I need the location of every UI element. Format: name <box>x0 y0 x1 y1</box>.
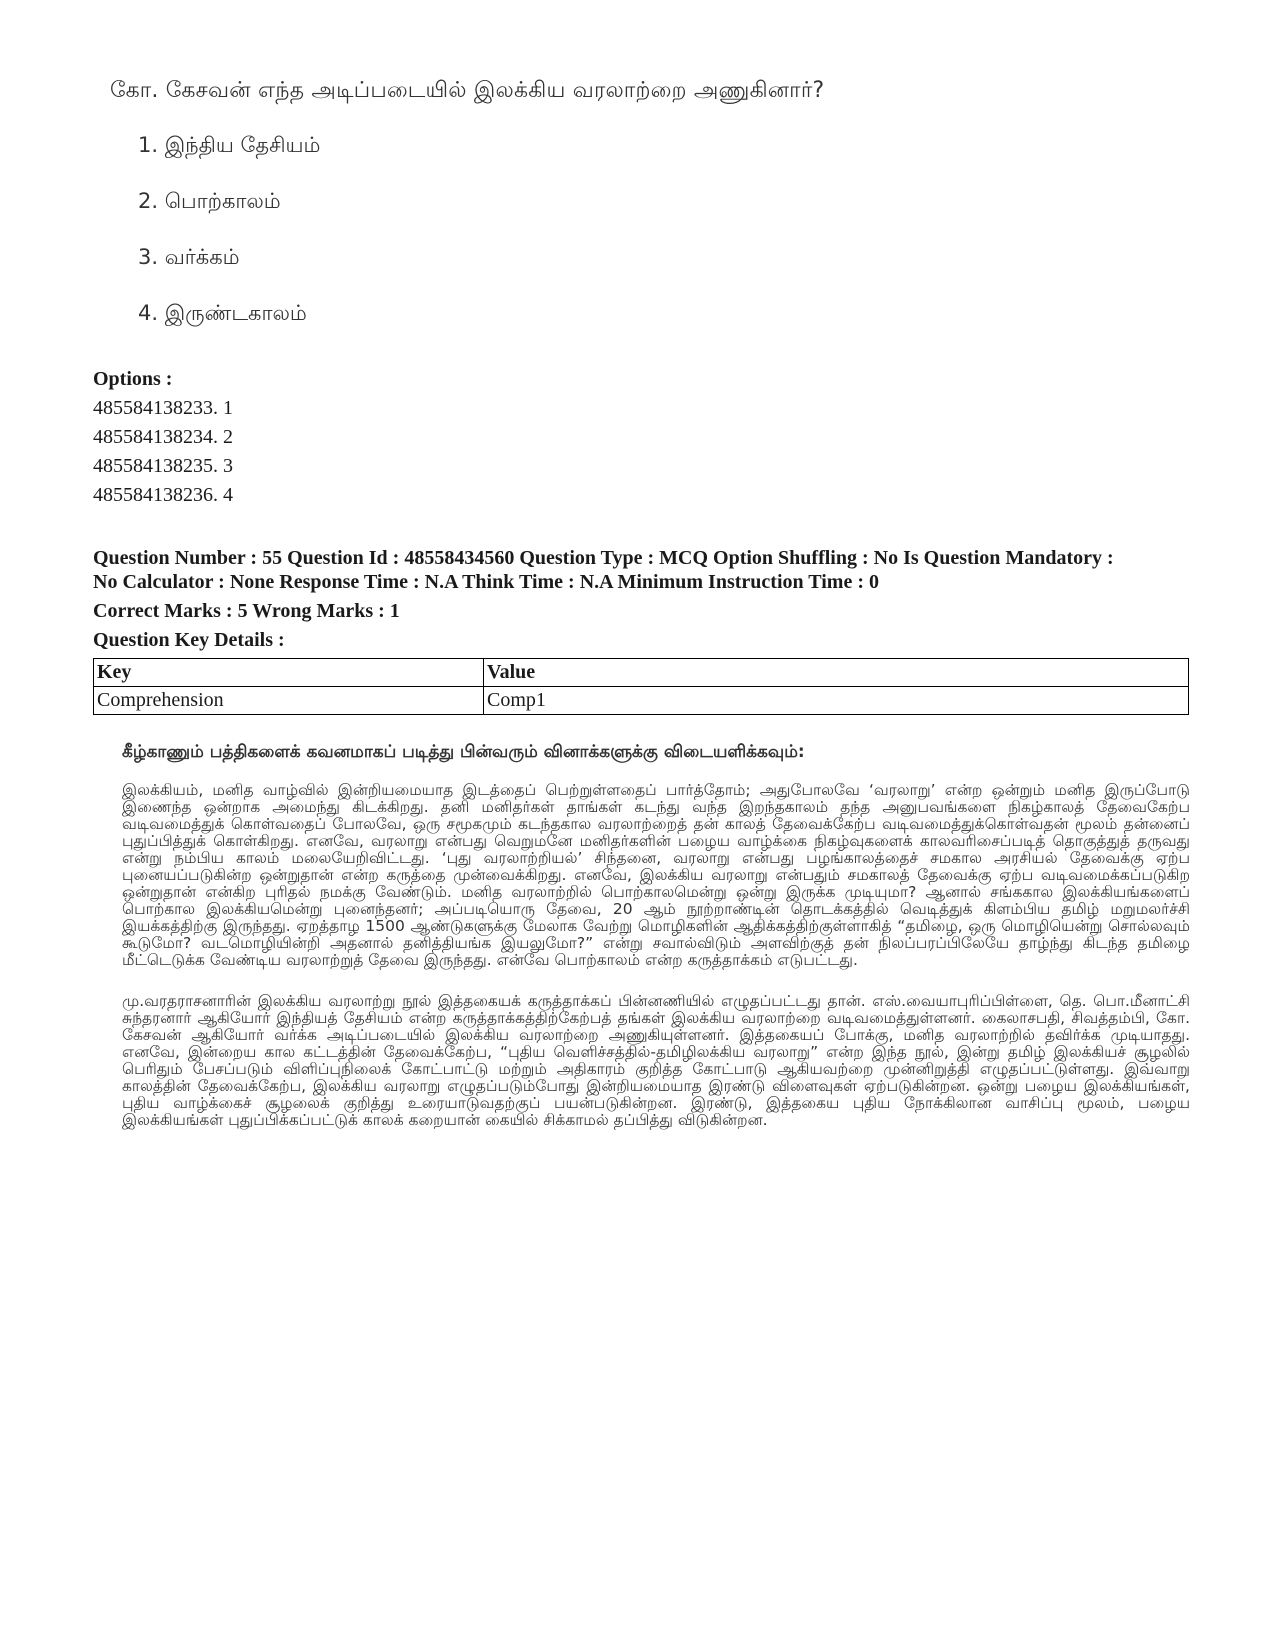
table-header-value: Value <box>484 659 1189 687</box>
comprehension-passage <box>122 742 1190 1153</box>
table-header-row <box>94 659 1189 687</box>
marks-line: Correct Marks : 5 Wrong Marks : 1 <box>93 600 400 622</box>
question-choice-3: 3. வர்க்கம் <box>138 245 240 269</box>
options-block <box>93 365 233 510</box>
option-item-1: 485584138233. 1 <box>93 397 233 419</box>
meta-line-2: No Calculator : None Response Time : N.A Think Time : N.A Minimum Instruction Time : 0 <box>93 571 879 593</box>
options-heading: Options : <box>93 368 173 390</box>
passage-paragraph-2: மு.வரதராசனாரின் இலக்கிய வரலாற்று நூல் இத்தகையக் கருத்தாக்கப் பின்னணியில் எழுதப்பட்டது தான். எஸ்.வையாபுரிப்பிள்ளை, தெ. பொ.மீனாட்சி சுந்தரனார் ஆகியோர் இந்தியத் தேசியம் என்ற கருத்தாக்கத்திற்கேற்பத் தங்கள் இலக்கிய வரலாற்றை வடிவமைத்துள்ளனர். கைலாசபதி, சிவத்தம்பி, கோ. கேசவன் ஆகியோர் வர்க்க அடிப்படையில் இலக்கிய வரலாற்றை அணுகியுள்ளனர். இத்தகையப் போக்கு, மனித வரலாற்றில் தவிர்க்க முடியாதது. எனவே, இன்றைய கால கட்டத்தின் தேவைக்கேற்ப, “புதிய வெளிச்சத்தில்-தமிழிலக்கிய வரலாறு” என்ற இந்த நூல், இன்று தமிழ் இலக்கியச் சூழலில் பெரிதும் பேசப்படும் விளிப்புநிலைக் கோட்பாட்டு மற்றும் அதிகாரம் குறித்த கோட்பாடு ஆகியவற்றை முன்னிறுத்தி எழுதப்பட்டுள்ளது. இவ்வாறு காலத்தின் தேவைக்கேற்ப, இலக்கிய வரலாறு எழுதப்படும்போது இன்றியமையாத இரண்டு விளைவுகள் ஏற்படுகின்றன. ஒன்று பழைய இலக்கியங்கள், புதிய வாழ்க்கைச் சூழலைக் குறித்து உரையாடுவதற்குப் பயன்படுகின்றன. இரண்டு, இத்தகைய புதிய நோக்கிலான வாசிப்பு மூலம், பழைய இலக்கியங்கள் புதுப்பிக்கப்பட்டுக் காலக் கறையான் கையில் சிக்காமல் தப்பித்து விடுகின்றன. <box>122 992 1190 1129</box>
table-cell-value: Comp1 <box>484 687 1189 715</box>
passage-title: கீழ்காணும் பத்திகளைக் கவனமாகப் படித்து பின்வரும் வினாக்களுக்கு விடையளிக்கவும்: <box>122 742 805 762</box>
table-header-key: Key <box>94 659 484 687</box>
option-item-2: 485584138234. 2 <box>93 426 233 448</box>
table-row <box>94 687 1189 715</box>
option-item-4: 485584138236. 4 <box>93 484 233 506</box>
question-choice-1: 1. இந்திய தேசியம் <box>138 133 321 157</box>
key-details-label: Question Key Details : <box>93 629 285 651</box>
question-text: கோ. கேசவன் எந்த அடிப்படையில் இலக்கிய வரலாற்றை அணுகினார்? <box>110 78 825 103</box>
key-details-table <box>93 658 1189 715</box>
meta-line-1: Question Number : 55 Question Id : 48558434560 Question Type : MCQ Option Shuffling : No Is Question Mandatory : <box>93 547 1114 569</box>
table-cell-key: Comprehension <box>94 687 484 715</box>
option-item-3: 485584138235. 3 <box>93 455 233 477</box>
question-meta <box>93 546 1193 623</box>
question-choice-4: 4. இருண்டகாலம் <box>138 301 307 325</box>
passage-paragraph-1: இலக்கியம், மனித வாழ்வில் இன்றியமையாத இடத்தைப் பெற்றுள்ளதைப் பார்த்தோம்; அதுபோலவே ‘வரலாறு’ என்ற ஒன்றும் மனித இருப்போடு இணைந்த ஒன்றாக அமைந்து கிடக்கிறது. தனி மனிதர்கள் தாங்கள் கடந்து வந்த இறந்தகாலம் தந்த அனுபவங்களை நிகழ்காலத் தேவைகேற்ப வடிவமைத்துக் கொள்வதைப் போலவே, ஒரு சமூகமும் கடந்தகால வரலாற்றைத் தன் காலத் தேவைக்கேற்ப வடிவமைத்துக்கொள்வதன் மூலம் தன்னைப் புதுப்பித்துக் கொள்கிறது. எனவே, வரலாறு என்பது வெறுமனே மனிதர்களின் பழைய வாழ்க்கை நிகழ்வுகளைக் காலவரிசைப்படித் தொகுத்துத் தருவது என்று நம்பிய காலம் மலையேறிவிட்டது. ‘புது வரலாற்றியல்’ சிந்தனை, வரலாறு என்பது பழங்காலத்தைச் சமகால அரசியல் தேவைக்கு ஏற்ப புனையப்படுகின்ற ஒன்றுதான் என்ற கருத்தை முன்வைக்கிறது. எனவே, இலக்கிய வரலாறு என்பதும் சமகாலத் தேவைக்கு ஏற்ப வடிவமைக்கப்படுகிற ஒன்றுதான் என்கிற புரிதல் நமக்கு வேண்டும். மனித வரலாற்றில் பொற்காலமென்று ஒன்று இருக்க முடியுமா? ஆனால் சங்ககால இலக்கியங்களைப் பொற்கால இலக்கியமென்று புனைந்தனர்; அப்படியொரு தேவை, 20 ஆம் நூற்றாண்டின் தொடக்கத்தில் வெடித்துக் கிளம்பிய தமிழ் மறுமலர்ச்சி இயக்கத்திற்கு இருந்தது. ஏறத்தாழ 1500 ஆண்டுகளுக்கு மேலாக வேற்று மொழிகளின் ஆதிக்கத்திற்குள்ளாகித் “தமிழை, ஒரு மொழியென்று சொல்லவும் கூடுமோ? வடமொழியின்றி அதனால் தனித்தியங்க இயலுமோ?” என்று சவால்விடும் அளவிற்குத் தன் நிலப்பரப்பிலேயே தாழ்ந்து கிடந்த தமிழை மீட்டெடுக்க வேண்டிய வரலாற்றுத் தேவை இருந்தது. என்வே பொற்காலம் என்ற கருத்தாக்கம் எடுபட்டது. <box>122 781 1190 969</box>
question-choice-2: 2. பொற்காலம் <box>138 189 281 213</box>
